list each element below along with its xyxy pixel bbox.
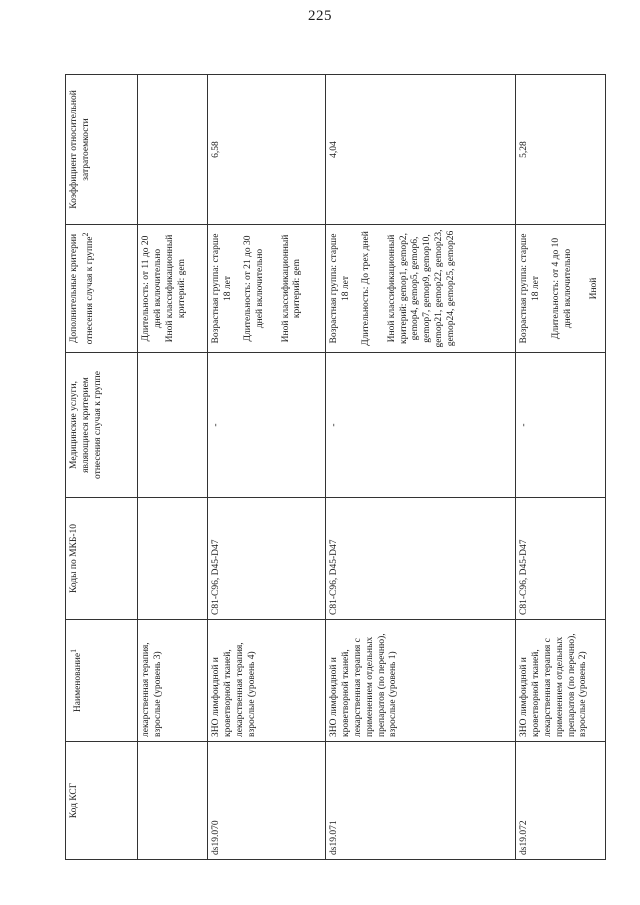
cell-services: - <box>208 353 326 498</box>
criteria-line: Длительность: До трех дней <box>360 231 371 346</box>
cell-criteria <box>208 225 326 353</box>
cell-coef: 5,28 <box>516 75 606 225</box>
cell-coef <box>138 75 208 225</box>
header-services: Медицинские услуги, являющиеся критерием отнесения случая к группе <box>66 353 138 498</box>
cell-criteria <box>138 225 208 353</box>
criteria-line: Длительность: от 4 до 10 дней включительно <box>550 237 573 340</box>
cell-mkb: C81-C96, D45-D47 <box>208 498 326 620</box>
cell-criteria <box>516 225 606 353</box>
rotated-table-container <box>65 75 605 860</box>
cell-name: ЗНО лимфоидной и кроветворной тканей, лекарственная терапия с применением отдельных препаратов (по перечню), взрослые (уровень 2) <box>516 620 606 742</box>
cell-criteria <box>326 225 516 353</box>
header-mkb: Коды по МКБ-10 <box>66 498 138 620</box>
table-row <box>326 75 516 860</box>
header-coef: Коэффициент относительной затратоемкости <box>66 75 138 225</box>
criteria-line: Длительность: от 21 до 30 дней включительно <box>242 235 265 342</box>
cell-coef: 6,58 <box>208 75 326 225</box>
header-criteria: Дополнительные критерии отнесения случая к группе$^2$ <box>66 225 138 353</box>
header-name: Наименование$^1$ <box>66 620 138 742</box>
cell-services <box>138 353 208 498</box>
table-row <box>208 75 326 860</box>
cell-code <box>138 742 208 860</box>
cell-services: - <box>326 353 516 498</box>
table-header-row <box>66 75 138 860</box>
header-code: Код КСГ <box>66 742 138 860</box>
ksg-table <box>65 74 606 860</box>
cell-name: ЗНО лимфоидной и кроветворной тканей, лекарственная терапия с применением отдельных препаратов (по перечню), взрослые (уровень 1) <box>326 620 516 742</box>
criteria-line: Возрастная группа: старше 18 лет <box>329 233 351 344</box>
cell-coef: 4,04 <box>326 75 516 225</box>
cell-code: ds19.071 <box>326 742 516 860</box>
criteria-line: Длительность: от 11 до 20 дней включительно <box>141 235 163 342</box>
criteria-line: Иной классификационный критерий: gem <box>164 234 187 343</box>
criteria-line: Возрастная группа: старше 18 лет <box>519 233 541 344</box>
table-row <box>516 75 606 860</box>
cell-services: - <box>516 353 606 498</box>
criteria-line: Иной <box>588 277 599 300</box>
cell-code: ds19.072 <box>516 742 606 860</box>
cell-name: ЗНО лимфоидной и кроветворной тканей, лекарственная терапия, взрослые (уровень 4) <box>208 620 326 742</box>
criteria-line: Возрастная группа: старше 18 лет <box>211 233 233 344</box>
criteria-line: Иной классификационный критерий: gemop1, gemop2, gemop4, gemop5, gemop6, gemop7, gemop9, gemop10, gemop21, gemop22, gemop23, gemop24, gemop25, gemop26 <box>386 229 456 348</box>
cell-code: ds19.070 <box>208 742 326 860</box>
cell-mkb: C81-C96, D45-D47 <box>326 498 516 620</box>
criteria-line: Иной классификационный критерий: gem <box>280 234 303 343</box>
cell-mkb: C81-C96, D45-D47 <box>516 498 606 620</box>
cell-mkb <box>138 498 208 620</box>
cell-name: лекарственная терапия, взрослые (уровень 3) <box>138 620 208 742</box>
page-number: 225 <box>308 8 332 24</box>
table-row <box>138 75 208 860</box>
